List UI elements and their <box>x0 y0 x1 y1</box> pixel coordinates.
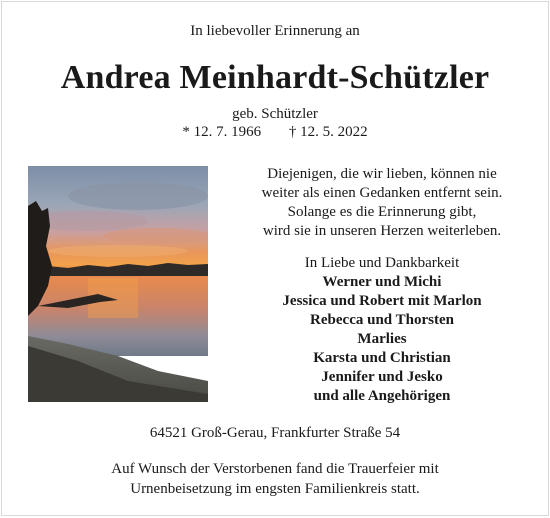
mourner-name: Rebecca und Thorsten <box>310 312 454 328</box>
sunset-lake-photo <box>28 166 208 402</box>
death-date: † 12. 5. 2022 <box>288 124 368 140</box>
mourners-heading: In Liebe und Dankbarkeit <box>304 255 460 271</box>
obituary-card <box>1 1 549 516</box>
mourner-name: und alle Angehörigen <box>313 388 451 404</box>
mourner-name: Jennifer und Jesko <box>321 369 443 385</box>
deceased-name: Andrea Meinhardt-Schützler <box>60 59 490 96</box>
family-address: 64521 Groß-Gerau, Frankfurter Straße 54 <box>149 425 401 441</box>
poem-line: weiter als einen Gedanken entfernt sein. <box>261 185 503 201</box>
poem-line: wird sie in unseren Herzen weiterleben. <box>262 223 502 239</box>
poem-line: Diejenigen, die wir lieben, können nie <box>267 166 497 182</box>
mourner-name: Marlies <box>357 331 407 347</box>
mourners-list <box>227 254 537 406</box>
intro-text: In liebevoller Erinnerung an <box>190 23 360 39</box>
closing-note <box>2 459 548 499</box>
mourner-name: Karsta und Christian <box>313 350 451 366</box>
mourner-name: Jessica und Robert mit Marlon <box>282 293 482 309</box>
closing-line: Urnenbeisetzung im engsten Familienkreis statt. <box>130 481 420 497</box>
closing-line: Auf Wunsch der Verstorbenen fand die Trauerfeier mit <box>111 461 439 477</box>
poem-line: Solange es die Erinnerung gibt, <box>287 204 477 220</box>
life-dates <box>2 124 548 141</box>
birth-date: * 12. 7. 1966 <box>182 124 262 140</box>
memorial-poem <box>227 165 537 241</box>
mourner-name: Werner und Michi <box>322 274 442 290</box>
birth-name: geb. Schützler <box>232 106 318 122</box>
